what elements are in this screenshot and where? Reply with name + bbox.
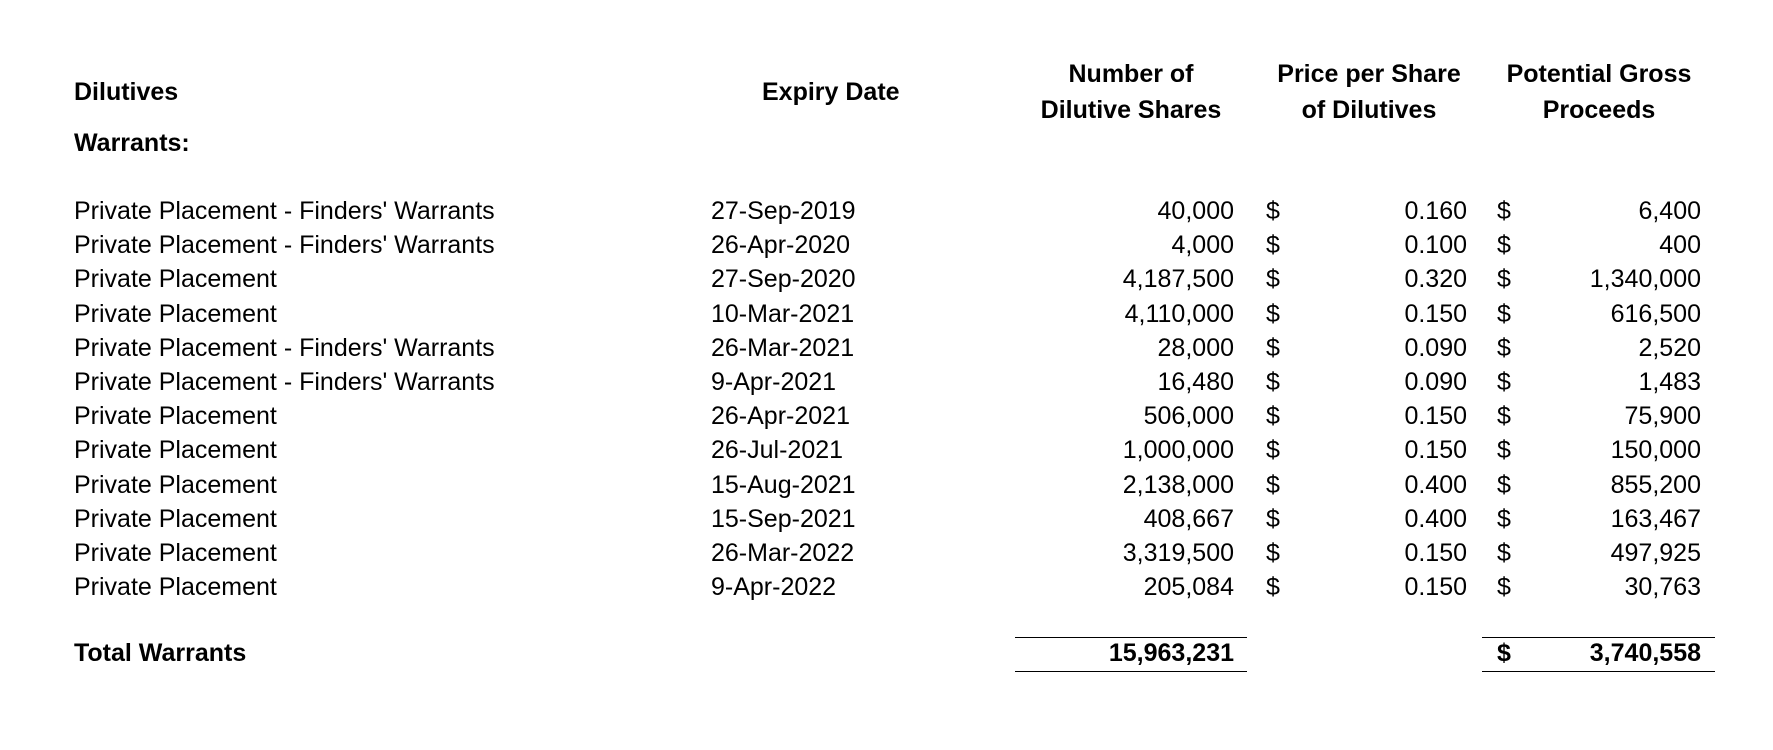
row-expiry-date: 27-Sep-2019 — [711, 197, 856, 225]
row-price-currency: $ — [1266, 334, 1280, 362]
row-proceeds: 75,900 — [1624, 402, 1701, 430]
row-proceeds: 6,400 — [1638, 197, 1701, 225]
row-proceeds-currency: $ — [1497, 573, 1511, 601]
row-description: Private Placement — [74, 402, 277, 430]
row-price: 0.150 — [1404, 539, 1467, 567]
row-proceeds-currency: $ — [1497, 368, 1511, 396]
row-proceeds: 1,340,000 — [1589, 265, 1701, 293]
row-price-currency: $ — [1266, 265, 1280, 293]
row-shares: 4,000 — [1171, 231, 1234, 259]
row-price-currency: $ — [1266, 436, 1280, 464]
row-proceeds: 400 — [1659, 231, 1701, 259]
row-price-currency: $ — [1266, 505, 1280, 533]
row-proceeds-currency: $ — [1497, 436, 1511, 464]
row-price-currency: $ — [1266, 573, 1280, 601]
row-proceeds-currency: $ — [1497, 505, 1511, 533]
row-proceeds: 150,000 — [1610, 436, 1701, 464]
row-description: Private Placement - Finders' Warrants — [74, 334, 495, 362]
row-shares: 28,000 — [1157, 334, 1234, 362]
header-proceeds-line1: Potential Gross — [1506, 60, 1692, 88]
row-price: 0.090 — [1404, 334, 1467, 362]
row-description: Private Placement — [74, 265, 277, 293]
row-price-currency: $ — [1266, 402, 1280, 430]
row-price: 0.400 — [1404, 471, 1467, 499]
row-proceeds-currency: $ — [1497, 300, 1511, 328]
row-price: 0.400 — [1404, 505, 1467, 533]
row-expiry-date: 26-Apr-2021 — [711, 402, 850, 430]
row-proceeds-currency: $ — [1497, 471, 1511, 499]
row-expiry-date: 9-Apr-2021 — [711, 368, 837, 396]
row-price: 0.150 — [1404, 300, 1467, 328]
row-expiry-date: 15-Sep-2021 — [711, 505, 856, 533]
row-description: Private Placement - Finders' Warrants — [74, 231, 495, 259]
row-proceeds: 2,520 — [1638, 334, 1701, 362]
row-proceeds: 163,467 — [1610, 505, 1701, 533]
row-price: 0.090 — [1404, 368, 1467, 396]
row-price-currency: $ — [1266, 368, 1280, 396]
row-proceeds: 30,763 — [1624, 573, 1701, 601]
row-proceeds-currency: $ — [1497, 197, 1511, 225]
row-expiry-date: 26-Mar-2021 — [711, 334, 855, 362]
row-expiry-date: 15-Aug-2021 — [711, 471, 856, 499]
row-description: Private Placement — [74, 471, 277, 499]
total-proceeds: 3,740,558 — [1589, 639, 1701, 667]
row-expiry-date: 27-Sep-2020 — [711, 265, 856, 293]
row-price: 0.150 — [1404, 573, 1467, 601]
row-expiry-date: 26-Jul-2021 — [711, 436, 844, 464]
header-price-line2: of Dilutives — [1301, 96, 1437, 124]
row-expiry-date: 26-Mar-2022 — [711, 539, 855, 567]
row-expiry-date: 10-Mar-2021 — [711, 300, 855, 328]
header-expiry-date: Expiry Date — [762, 78, 900, 106]
row-description: Private Placement — [74, 539, 277, 567]
row-price-currency: $ — [1266, 231, 1280, 259]
row-description: Private Placement - Finders' Warrants — [74, 197, 495, 225]
row-shares: 506,000 — [1143, 402, 1234, 430]
row-expiry-date: 26-Apr-2020 — [711, 231, 850, 259]
row-price: 0.320 — [1404, 265, 1467, 293]
row-description: Private Placement — [74, 573, 277, 601]
row-shares: 4,110,000 — [1124, 300, 1234, 328]
row-shares: 205,084 — [1143, 573, 1234, 601]
total-shares-bottom-rule — [1015, 671, 1247, 672]
row-proceeds: 855,200 — [1610, 471, 1701, 499]
row-price-currency: $ — [1266, 539, 1280, 567]
row-proceeds-currency: $ — [1497, 334, 1511, 362]
row-shares: 2,138,000 — [1122, 471, 1234, 499]
row-proceeds: 1,483 — [1638, 368, 1701, 396]
row-price-currency: $ — [1266, 300, 1280, 328]
total-currency-symbol: $ — [1497, 639, 1511, 667]
row-price-currency: $ — [1266, 197, 1280, 225]
row-price-currency: $ — [1266, 471, 1280, 499]
header-number-of-dilutive-shares — [1020, 56, 1242, 128]
row-description: Private Placement - Finders' Warrants — [74, 368, 495, 396]
header-potential-gross-proceeds — [1488, 56, 1710, 128]
row-proceeds: 497,925 — [1610, 539, 1701, 567]
row-description: Private Placement — [74, 436, 277, 464]
row-proceeds-currency: $ — [1497, 539, 1511, 567]
total-label: Total Warrants — [74, 639, 247, 667]
row-shares: 3,319,500 — [1122, 539, 1234, 567]
row-shares: 16,480 — [1157, 368, 1234, 396]
row-price: 0.160 — [1404, 197, 1467, 225]
row-shares: 408,667 — [1143, 505, 1234, 533]
row-description: Private Placement — [74, 300, 277, 328]
row-expiry-date: 9-Apr-2022 — [711, 573, 837, 601]
header-number-line2: Dilutive Shares — [1040, 96, 1222, 124]
row-price: 0.100 — [1404, 231, 1467, 259]
row-shares: 4,187,500 — [1122, 265, 1234, 293]
row-description: Private Placement — [74, 505, 277, 533]
total-proceeds-bottom-rule — [1482, 671, 1715, 672]
section-title-warrants: Warrants: — [74, 129, 190, 157]
header-price-per-share — [1258, 56, 1480, 128]
header-number-line1: Number of — [1068, 60, 1194, 88]
header-proceeds-line2: Proceeds — [1542, 96, 1656, 124]
row-proceeds: 616,500 — [1610, 300, 1701, 328]
row-price: 0.150 — [1404, 436, 1467, 464]
row-proceeds-currency: $ — [1497, 265, 1511, 293]
header-price-line1: Price per Share — [1277, 60, 1461, 88]
header-dilutives: Dilutives — [74, 78, 179, 106]
total-shares: 15,963,231 — [1108, 639, 1234, 667]
row-price: 0.150 — [1404, 402, 1467, 430]
row-proceeds-currency: $ — [1497, 402, 1511, 430]
row-shares: 40,000 — [1157, 197, 1234, 225]
row-proceeds-currency: $ — [1497, 231, 1511, 259]
row-shares: 1,000,000 — [1122, 436, 1234, 464]
